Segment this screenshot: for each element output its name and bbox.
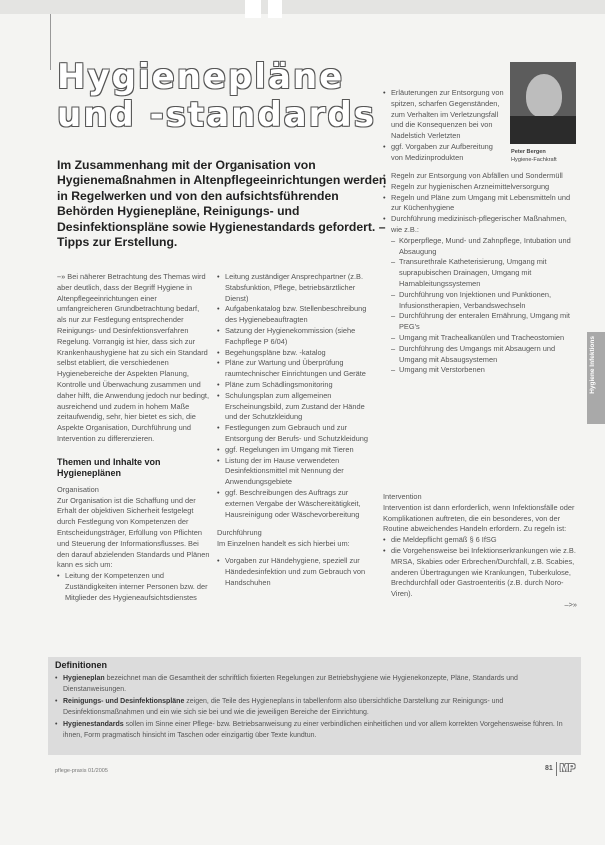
margin-rule bbox=[50, 14, 51, 70]
bullet-list bbox=[57, 571, 210, 603]
list-item: • Vorgaben zur Händehygiene, speziell zur Händedesinfektion und zum Gebrauch von Handschuhen bbox=[217, 556, 377, 588]
definition-text: zeigen, die Teile des Hygieneplans in tabellenform also übersichtliche Darstellung zur Reinigungs- und Desinfektionsmaßnahmen und ein wie sich sie bei und wie die jeweiligen Bereiche der Einrichtung. bbox=[63, 698, 504, 716]
paragraph: Im Einzelnen handelt es sich hierbei um: bbox=[217, 539, 350, 549]
bullet-list bbox=[383, 171, 577, 376]
bullet-list bbox=[217, 556, 377, 588]
column-3-top bbox=[383, 88, 505, 164]
list-item: • Festlegungen zum Gebrauch und zur Entsorgung der Berufs- und Schutzkleidung bbox=[217, 423, 377, 445]
author-body bbox=[510, 116, 576, 144]
list-item: • ggf. Regelungen im Umgang mit Tieren bbox=[217, 445, 377, 456]
intro-paragraph bbox=[57, 272, 210, 445]
list-sub-item: – Durchführung der enteralen Ernährung, Umgang mit PEG's bbox=[383, 311, 577, 333]
list-item: • ggf. Beschreibungen des Auftrags zur externen Vergabe der Wäschereitätigkeit, Hausreinigung oder Wäschevorbereitung bbox=[217, 488, 377, 520]
page-number: 81 bbox=[545, 765, 553, 772]
magazine-logo: MP bbox=[556, 762, 588, 776]
subheading-intervention: Intervention bbox=[383, 492, 422, 501]
section-side-tab bbox=[587, 332, 605, 424]
definition-term: Reinigungs- und Desinfektionspläne bbox=[63, 698, 185, 705]
top-tab-marker bbox=[245, 0, 261, 18]
list-item: • Pläne zur Wartung und Überprüfung raumtechnischer Einrichtungen und Geräte bbox=[217, 358, 377, 380]
definition-item bbox=[55, 720, 575, 741]
author-face bbox=[526, 74, 562, 118]
list-item: • Regeln und Pläne zum Umgang mit Lebensmitteln und zur Küchenhygiene bbox=[383, 193, 577, 215]
column-3 bbox=[383, 171, 577, 376]
section-heading: Themen und Inhalte von Hygieneplänen bbox=[57, 456, 161, 478]
continued-marker: –>» bbox=[564, 599, 577, 609]
list-item: • die Vorgehensweise bei Infektionserkrankungen wie z.B. MRSA, Skabies oder Erbrechen/Durchfall, z.B. Scabies, anderen Übertragungen wie Krankungen, Tuberkulose, Brechdurchfall oder Gastroenteritis (z.B. durch Noro-Viren). bbox=[383, 546, 577, 600]
intro-text: Bei näherer Betrachtung des Themas wird aber deutlich, dass der Begriff Hygiene in Altenpflegeeinrichtungen einer umfangreicheren Grundbetrachtung bedarf, als nur zur Festlegung entsprechender Reinigungs- und Desinfektionsverfahren Regelung. Vorrangig ist hier, dass sich zur Krankenhaushygiene hat zu sich ein Standard selbst etabliert, die verschiedenen Hygienebereiche der Aspekten Planung, Kontrolle und Überwachung zusammen und daher hilft, die Anwendung jedoch nur bedingt, ausreichend und zudem in hohem Maße zeitaufwendig, sehr, hier bietet es sich, die Aspekte Organisation, Durchführung und Intervention zu differenzieren. bbox=[57, 272, 210, 443]
definition-item bbox=[55, 674, 575, 695]
list-sub-item: – Umgang mit Trachealkanülen und Tracheostomien bbox=[383, 333, 577, 344]
column-2 bbox=[217, 272, 377, 588]
article-lead: Im Zusammenhang mit der Organisation von Hygienemaßnahmen in Altenpflegeeinrichtungen werden in Regelwerken und von den aufsichtsführenden Behörden Hygienepläne, Reinigungs- und Desinfektionspläne sowie Hygienestandards gefordert. – Tipps zur Erstellung. bbox=[57, 158, 387, 250]
top-tab-marker bbox=[268, 0, 282, 18]
list-item: • Schulungsplan zum allgemeinen Erscheinungsbild, zum Zustand der Hände und der Schutzkleidung bbox=[217, 391, 377, 423]
subheading-durchfuehrung: Durchführung bbox=[217, 528, 262, 538]
bullet-list bbox=[217, 272, 377, 520]
definitions-box bbox=[48, 657, 581, 755]
bullet-list bbox=[383, 535, 577, 600]
article-title: Hygienepläne und -standards bbox=[57, 57, 376, 135]
list-item: • Aufgabenkatalog bzw. Stellenbeschreibung des Hygienebeauftragten bbox=[217, 304, 377, 326]
author-caption bbox=[511, 148, 591, 164]
list-item: • Regeln zur Entsorgung von Abfällen und Sondermüll bbox=[383, 171, 577, 182]
subheading-organisation: Organisation bbox=[57, 484, 99, 494]
list-item: • Listung der im Hause verwendeten Desinfektionsmittel mit Nennung der Anwendungsgebiete bbox=[217, 456, 377, 488]
definition-item bbox=[55, 697, 575, 718]
section-side-tab-label: Hygiene Infektions bbox=[589, 336, 596, 394]
author-photo bbox=[510, 62, 576, 144]
list-item: • Begehungspläne bzw. -katalog bbox=[217, 348, 377, 359]
definition-text: bezeichnet man die Gesamtheit der schriftlich fixierten Regelungen zur Betriebshygiene wie Hygienekonzepte, Pläne, Standards und Dienstanweisungen. bbox=[63, 675, 518, 693]
list-item: • Pläne zum Schädlingsmonitoring bbox=[217, 380, 377, 391]
list-sub-item: – Durchführung des Umgangs mit Absaugern und Umgang mit Absaugsystemen bbox=[383, 344, 577, 366]
definition-term: Hygieneplan bbox=[63, 675, 105, 682]
list-item: • Durchführung medizinisch-pflegerischer Maßnahmen, wie z.B.: bbox=[383, 214, 577, 236]
list-sub-item: – Umgang mit Verstorbenen bbox=[383, 365, 577, 376]
definitions-heading: Definitionen bbox=[55, 660, 107, 670]
author-name: Peter Bergen bbox=[511, 149, 546, 155]
list-sub-item: – Transurethrale Katheterisierung, Umgang mit suprapubischen Drainagen, Umgang mit Harnableitungssystemen bbox=[383, 257, 577, 289]
list-sub-item: – Körperpflege, Mund- und Zahnpflege, Intubation und Absaugung bbox=[383, 236, 577, 258]
list-item: • Satzung der Hygienekommission (siehe Fachpflege P 6/04) bbox=[217, 326, 377, 348]
list-item: • Leitung zuständiger Ansprechpartner (z.B. Stabsfunktion, Pflege, betriebsärztlicher Dienst) bbox=[217, 272, 377, 304]
intro-marker: –» bbox=[57, 272, 66, 281]
definitions-list bbox=[55, 674, 575, 743]
footer-issue: pflege-praxis 01/2005 bbox=[55, 768, 108, 774]
column-1 bbox=[57, 272, 210, 604]
bullet-list bbox=[383, 88, 505, 164]
list-item: • die Meldepflicht gemäß § 6 IfSG bbox=[383, 535, 577, 546]
top-bar bbox=[0, 0, 605, 14]
author-role: Hygiene-Fachkraft bbox=[511, 157, 557, 163]
definition-term: Hygienestandards bbox=[63, 721, 124, 728]
paragraph: Zur Organisation ist die Schaffung und der Erhalt der objektiven Sicherheit festgelegt durch Festlegung von Kompetenzen der Entscheidungsträger, Erfüllung von Pflichten und Steuerung der Informationsflusses. Bei den darauf abzielenden Standards und Plänen kann es sich um: bbox=[57, 495, 210, 570]
list-item: • ggf. Vorgaben zur Aufbereitung von Medizinprodukten bbox=[383, 142, 505, 164]
list-sub-item: – Durchführung von Injektionen und Punktionen, Infusionstherapien, Verbandswechseln bbox=[383, 290, 577, 312]
definition-text: sollen im Sinne einer Pflege- bzw. Betriebsanweisung zu einer verbindlichen einheitlichen und vor allem korrekten Vorgehensweise führen. In ihnen, Form pragmatisch hinsicht im Taschen oder einzigartig über Texte kundtun. bbox=[63, 721, 563, 739]
list-item: • Leitung der Kompetenzen und Zuständigkeiten interner Personen bzw. der Mitglieder des Hygieneaufsichtsdienstes bbox=[57, 571, 210, 603]
paragraph: Intervention ist dann erforderlich, wenn Infektionsfälle oder Komplikationen auftreten, die ein besonderes, von der Routine abweichendes Handeln erfordern. Zu regeln ist: bbox=[383, 502, 575, 534]
list-item: • Regeln zur hygienischen Arzneimittelversorgung bbox=[383, 182, 577, 193]
column-3-intervention bbox=[383, 492, 577, 611]
list-item: • Erläuterungen zur Entsorgung von spitzen, scharfen Gegenständen, zum Verhalten im Verletzungsfall und die Konsequenzen bei von Nadelstich Verletzten bbox=[383, 88, 505, 142]
